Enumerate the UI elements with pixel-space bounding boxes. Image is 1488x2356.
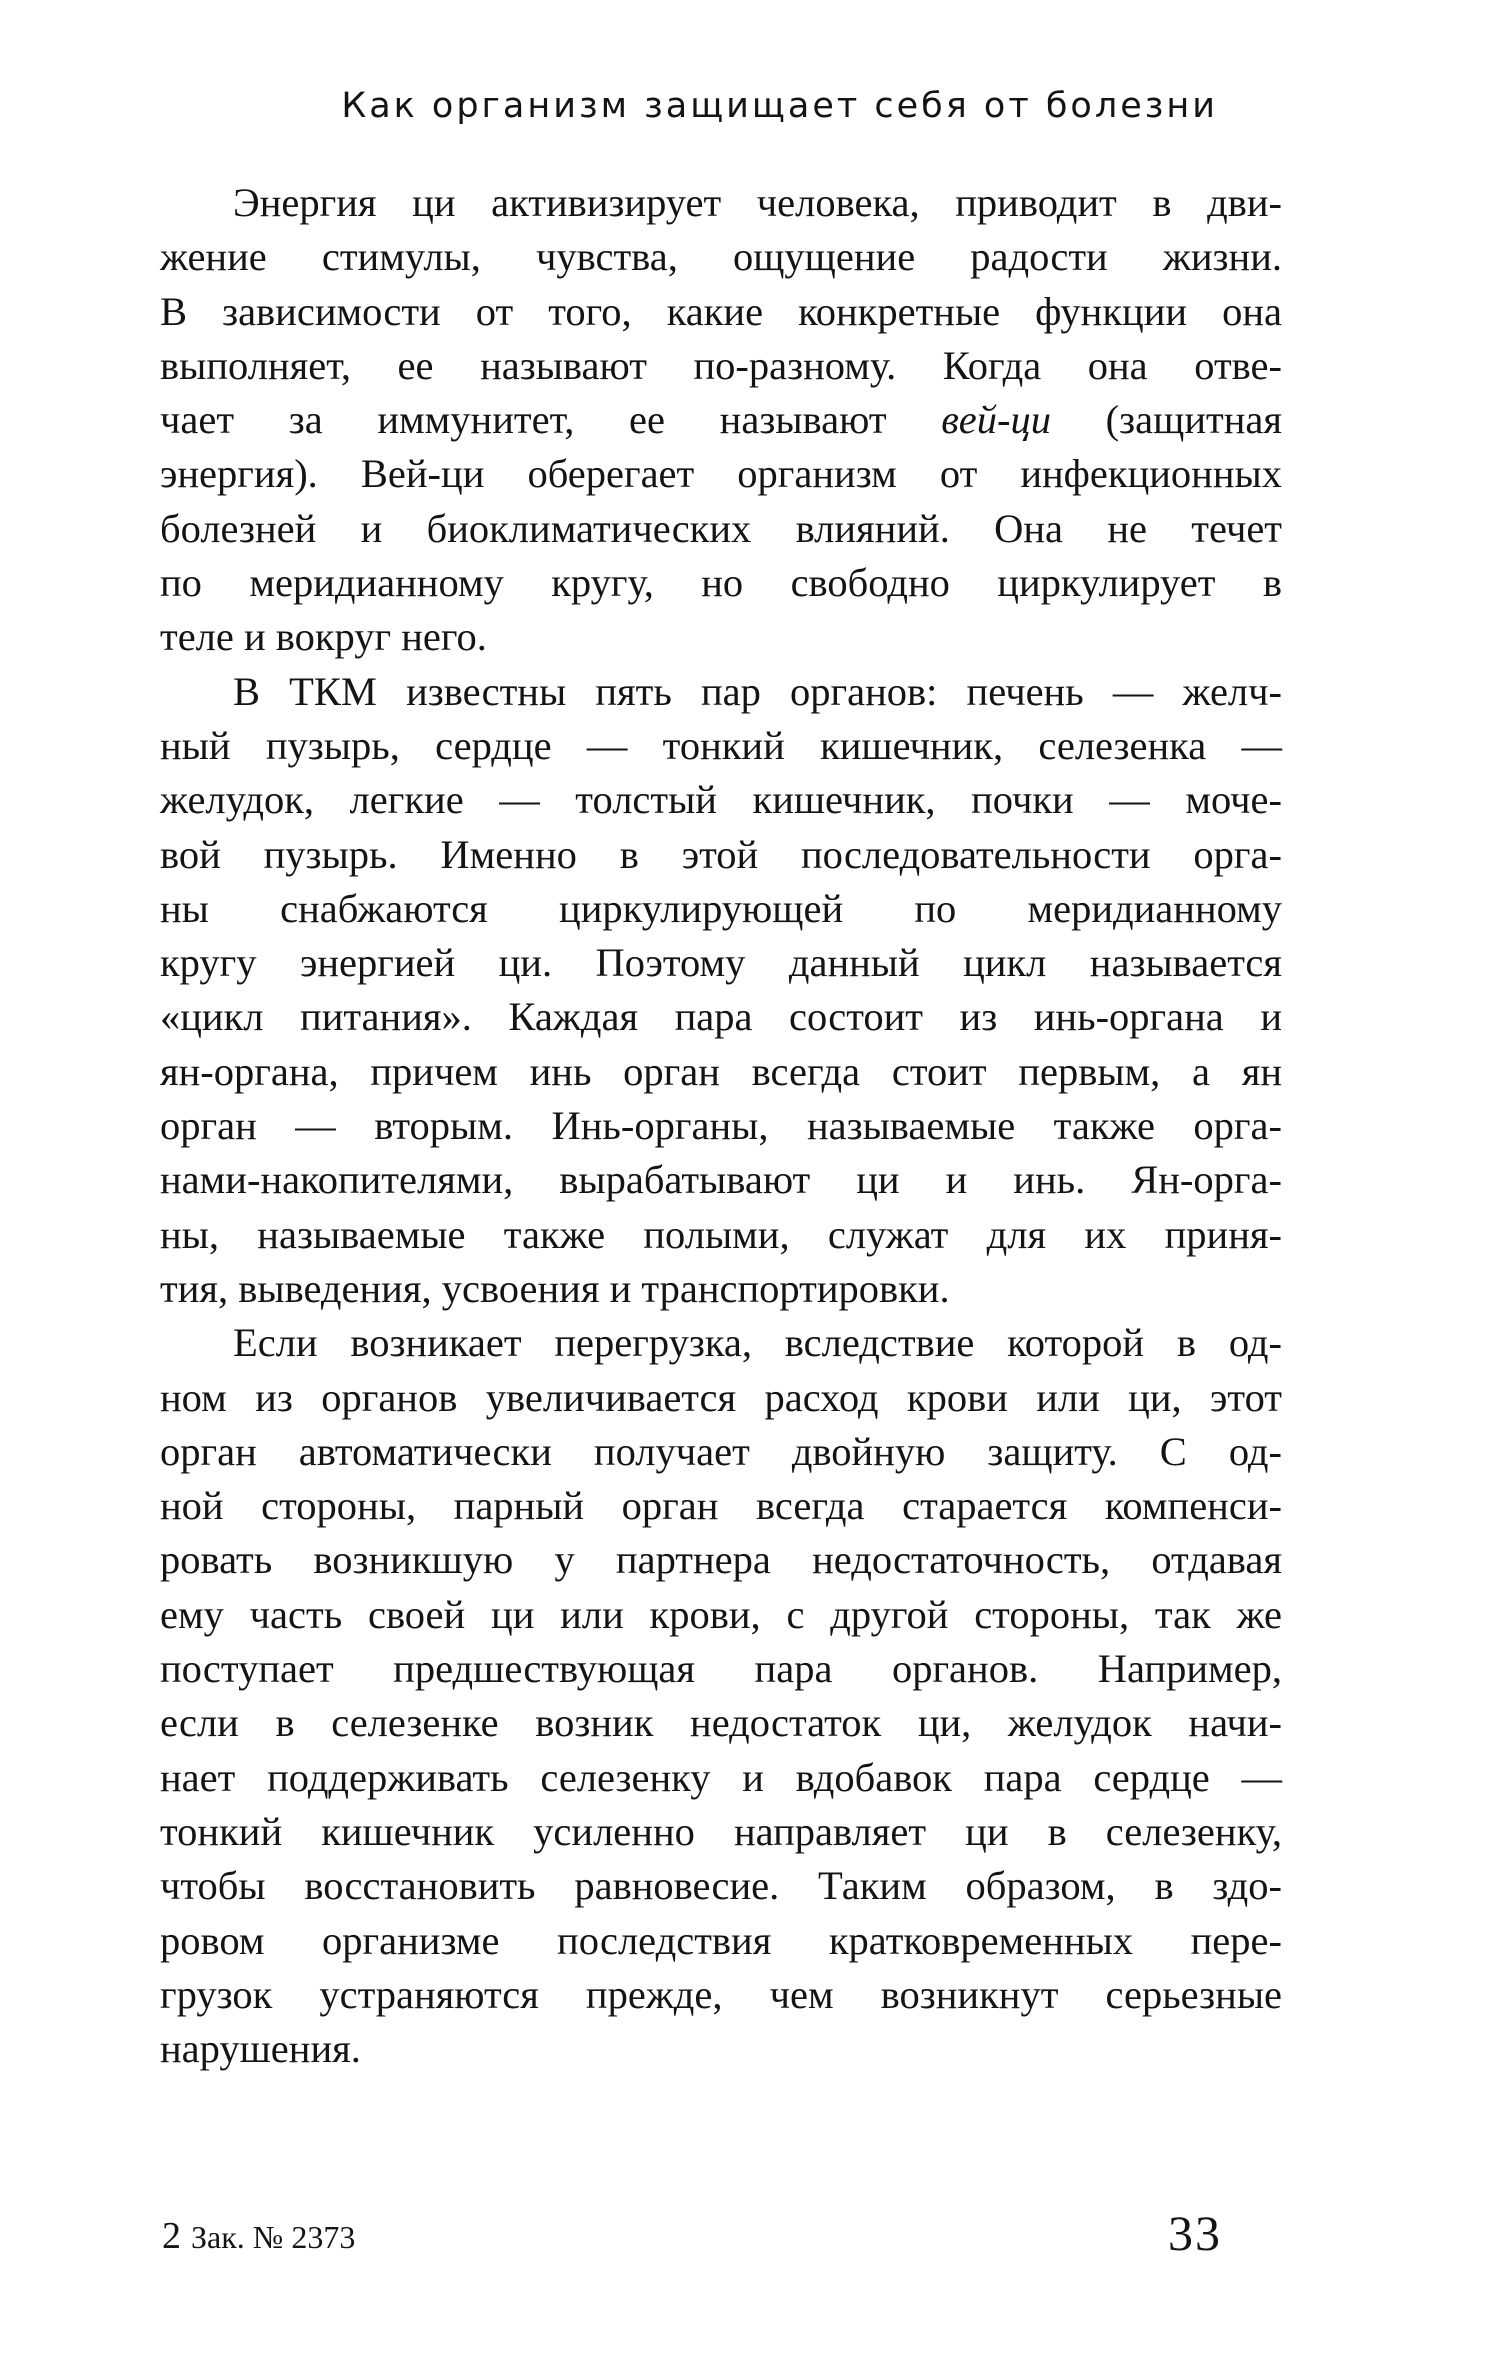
paragraph [160, 665, 1282, 1317]
text-line: желудок, легкие — толстый кишечник, почки — моче- [160, 777, 1282, 823]
text-line: ны снабжаются циркулирующей по меридианному [160, 885, 1282, 931]
text-line: орган автоматически получает двойную защиту. С од- [160, 1428, 1282, 1474]
signature-number: 2 [162, 2215, 181, 2257]
text-line: тия, выведения, усвоения и транспортировки. [160, 1265, 950, 1311]
text-line: тонкий кишечник усиленно направляет ци в селезенку, [160, 1808, 1282, 1854]
text-run: (защитная [1051, 397, 1282, 443]
text-line: орган — вторым. Инь-органы, называемые также орга- [160, 1103, 1282, 1149]
text-line: вой пузырь. Именно в этой последовательности орга- [160, 831, 1282, 877]
text-line: кругу энергией ци. Поэтому данный цикл называется [160, 940, 1282, 986]
text-line: Если возникает перегрузка, вследствие которой в од- [233, 1320, 1282, 1366]
text-line: грузок устраняются прежде, чем возникнут серьезные [160, 1971, 1282, 2017]
text-line: нами-накопителями, вырабатывают ци и инь. Ян-орга- [160, 1157, 1282, 1203]
text-line: теле и вокруг него. [160, 614, 487, 660]
emphasized-term: вей-ци [941, 397, 1051, 443]
text-line: ный пузырь, сердце — тонкий кишечник, селезенка — [160, 722, 1282, 768]
text-line: В ТКМ известны пять пар органов: печень — желч- [233, 668, 1282, 714]
text-line: ян-органа, причем инь орган всегда стоит первым, а ян [160, 1048, 1282, 1094]
text-line: если в селезенке возник недостаток ци, желудок начи- [160, 1700, 1282, 1746]
text-line: ему часть своей ци или крови, с другой стороны, так же [160, 1591, 1282, 1637]
text-line: Энергия ци активизирует человека, приводит в дви- [233, 180, 1282, 225]
text-line: по меридианному кругу, но свободно циркулирует в [160, 560, 1282, 606]
paragraph [160, 1316, 1282, 2076]
text-line: энергия). Вей-ци оберегает организм от инфекционных [160, 451, 1282, 497]
paragraph [160, 176, 1282, 665]
text-line: нает поддерживать селезенку и вдобавок пара сердце — [160, 1754, 1282, 1800]
text-line: поступает предшествующая пара органов. Например, [160, 1646, 1282, 1692]
text-line: жение стимулы, чувства, ощущение радости жизни. [160, 234, 1282, 280]
text-line: выполняет, ее называют по-разному. Когда она отве- [160, 342, 1282, 388]
body-text [160, 176, 1282, 2076]
text-line: «цикл питания». Каждая пара состоит из инь-органа и [160, 994, 1282, 1040]
text-line: чтобы восстановить равновесие. Таким образом, в здо- [160, 1863, 1282, 1909]
order-number: Зак. № 2373 [191, 2219, 356, 2255]
text-line: нарушения. [160, 2026, 361, 2072]
text-line: болезней и биоклиматических влияний. Она не течет [160, 505, 1282, 551]
text-run: чает за иммунитет, ее называют [160, 397, 942, 443]
text-line: ной стороны, парный орган всегда старается компенси- [160, 1483, 1282, 1529]
running-head: Как организм защищает себя от болезни [341, 86, 1218, 126]
text-line: ровом организме последствия кратковременных пере- [160, 1917, 1282, 1963]
text-line: В зависимости от того, какие конкретные функции она [160, 288, 1282, 334]
page-number: 33 [1168, 2205, 1222, 2261]
text-line: ровать возникшую у партнера недостаточность, отдавая [160, 1537, 1282, 1583]
printer-signature [162, 2216, 355, 2257]
text-line: ном из органов увеличивается расход крови или ци, этот [160, 1374, 1282, 1420]
text-line: ны, называемые также полыми, служат для их приня- [160, 1211, 1282, 1257]
text-line [160, 393, 1282, 447]
